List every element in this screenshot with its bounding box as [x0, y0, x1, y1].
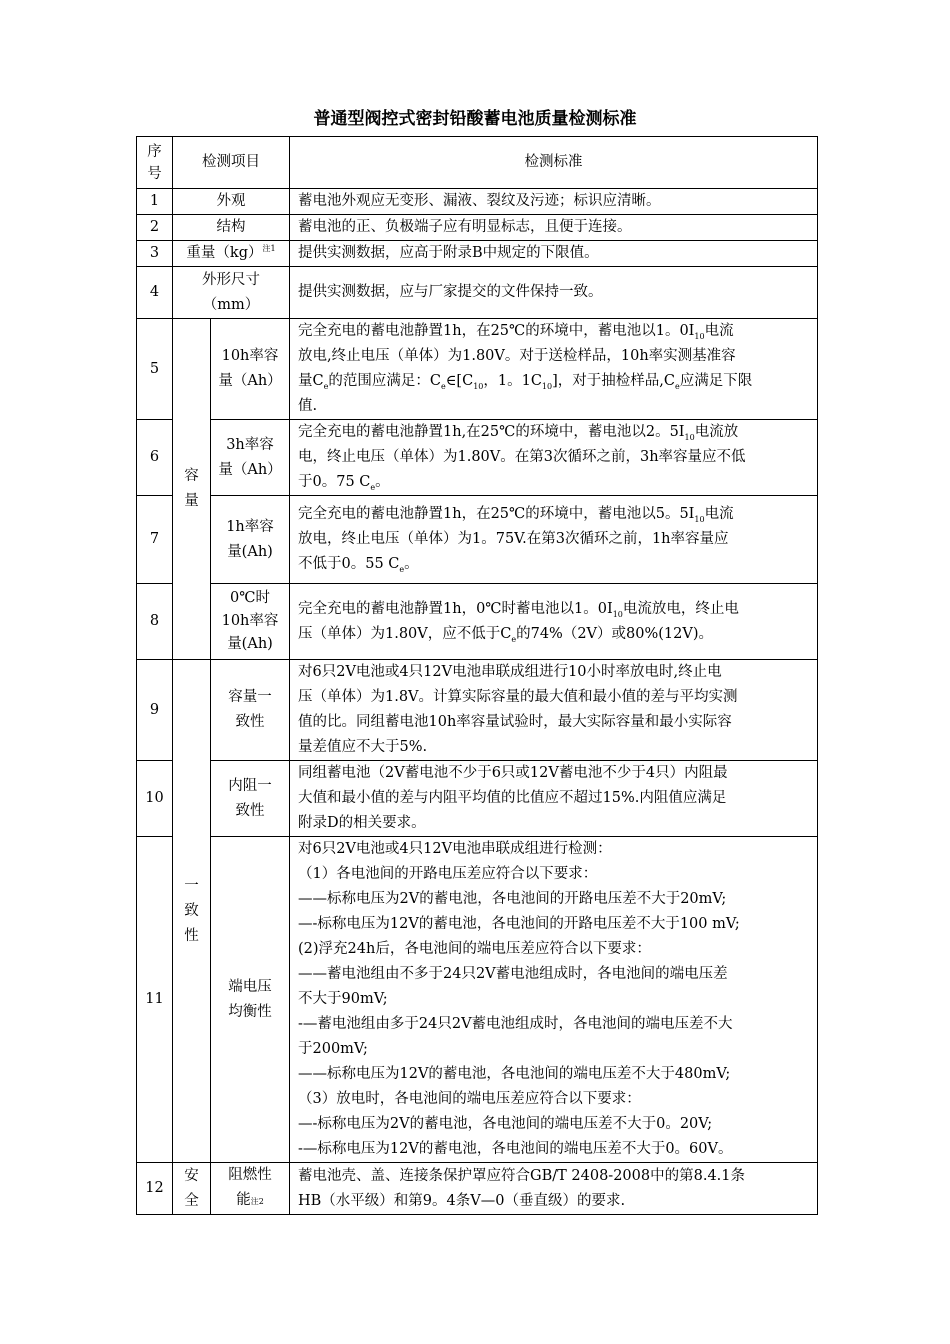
row-standard: 完全充电的蓄电池静置1h,在25℃的环境中，蓄电池以2。$5I_{10}$电流放 电，终止电压（单体）为1.80V。在第3次循环之前，3h率容量应不低 于0。75 $C_e$。 [290, 420, 818, 496]
row-standard: 提供实测数据，应与厂家提交的文件保持一致。 [290, 267, 818, 319]
row-no: 9 [137, 660, 173, 761]
footnote-mark: 注1 [262, 244, 276, 254]
table-row [137, 496, 818, 584]
table-row [137, 584, 818, 660]
row-no: 1 [137, 189, 173, 215]
table-row [137, 761, 818, 837]
row-item: 外观 [173, 189, 290, 215]
row-no: 11 [137, 837, 173, 1163]
table-row [137, 660, 818, 761]
row-standard: 蓄电池壳、盖、连接条保护罩应符合GB/T 2408-2008中的第8.4.1条 HB（水平级）和第9。4条V—0（垂直级）的要求. [290, 1163, 818, 1215]
category-capacity: 容 量 [173, 319, 211, 660]
header-standard: 检测标准 [290, 137, 818, 189]
row-item: 重量（kg）$^{注1}$ [173, 241, 290, 267]
row-item: 阻燃性 能注2 [211, 1163, 290, 1215]
row-standard: 提供实测数据，应高于附录B中规定的下限值。 [290, 241, 818, 267]
page-title: 普通型阀控式密封铅酸蓄电池质量检测标准 [313, 109, 637, 129]
row-item: 容量一 致性 [211, 660, 290, 761]
row-standard: 完全充电的蓄电池静置1h，0℃时蓄电池以1。$0I_{10}$电流放电，终止电 压（单体）为1.80V，应不低于$C_e$的74%（2V）或80%(12V)。 [290, 584, 818, 660]
row-no: 3 [137, 241, 173, 267]
table-row [137, 837, 818, 1163]
row-item: 10h率容 量（Ah） [211, 319, 290, 420]
table-row [137, 215, 818, 241]
row-standard: 蓄电池外观应无变形、漏液、裂纹及污迹；标识应清晰。 [290, 189, 818, 215]
row-standard: 完全充电的蓄电池静置1h，在25℃的环境中，蓄电池以5。$5I_{10}$电流 放电，终止电压（单体）为1。75V.在第3次循环之前，1h率容量应 不低于0。55 $C_e$。 [290, 496, 818, 584]
row-no: 8 [137, 584, 173, 660]
row-standard: 对6只2V电池或4只12V电池串联成组进行10小时率放电时,终止电 压（单体）为1.8V。计算实际容量的最大值和最小值的差与平均实测 值的比。同组蓄电池10h率容量试验时，最大实际容量和最小实际容 量差值应不大于5%. [290, 660, 818, 761]
table-row [137, 267, 818, 319]
category-safety: 安 全 [173, 1163, 211, 1215]
table-row [137, 319, 818, 420]
table-row [137, 1163, 818, 1215]
table-row [137, 420, 818, 496]
row-no: 2 [137, 215, 173, 241]
row-item: 3h率容 量（Ah） [211, 420, 290, 496]
row-item: 外形尺寸 （mm） [173, 267, 290, 319]
row-no: 6 [137, 420, 173, 496]
row-no: 10 [137, 761, 173, 837]
category-consistency: 一 致 性 [173, 660, 211, 1163]
header-no: 序号 [137, 137, 173, 189]
row-standard: 完全充电的蓄电池静置1h，在25℃的环境中，蓄电池以1。$0I_{10}$电流 放电,终止电压（单体）为1.80V。对于送检样品，10h率实测基准容 量$C_e$的范围应满足：$C_e\in[C_{10}$，1。$1C_{10}$]，对于抽检样品$,C_e$应满足下限 值. [290, 319, 818, 420]
row-item: 0℃时 10h率容 量(Ah) [211, 584, 290, 660]
table-row [137, 189, 818, 215]
row-no: 4 [137, 267, 173, 319]
row-standard: 同组蓄电池（2V蓄电池不少于6只或12V蓄电池不少于4只）内阻最 大值和最小值的差与内阻平均值的比值应不超过15%.内阻值应满足 附录D的相关要求。 [290, 761, 818, 837]
header-item: 检测项目 [173, 137, 290, 189]
row-no: 12 [137, 1163, 173, 1215]
table-header-row [137, 137, 818, 189]
row-no: 7 [137, 496, 173, 584]
row-no: 5 [137, 319, 173, 420]
table-row [137, 241, 818, 267]
row-item: 1h率容 量(Ah) [211, 496, 290, 584]
row-standard: 对6只2V电池或4只12V电池串联成组进行检测： （1）各电池间的开路电压差应符合以下要求： ——标称电压为2V的蓄电池，各电池间的开路电压差不大于20mV; —-标称电压为12V的蓄电池，各电池间的开路电压差不大于100 mV; (2)浮充24h后，各电池间的端电压差应符合以下要求： ——蓄电池组由不多于24只2V蓄电池组成时，各电池间的端电压差 不大于90mV; -—蓄电池组由多于24只2V蓄电池组成时，各电池间的端电压差不大 于200mV; ——标称电压为12V的蓄电池，各电池间的端电压差不大于480mV; （3）放电时，各电池间的端电压差应符合以下要求： —-标称电压为2V的蓄电池，各电池间的端电压差不大于0。20V; -—标称电压为12V的蓄电池，各电池间的端电压差不大于0。60V。 [290, 837, 818, 1163]
row-standard: 蓄电池的正、负极端子应有明显标志，且便于连接。 [290, 215, 818, 241]
standards-table [136, 136, 818, 1215]
row-item: 端电压 均衡性 [211, 837, 290, 1163]
footnote-mark: 注2 [250, 1197, 264, 1206]
row-item: 内阻一 致性 [211, 761, 290, 837]
row-item: 结构 [173, 215, 290, 241]
